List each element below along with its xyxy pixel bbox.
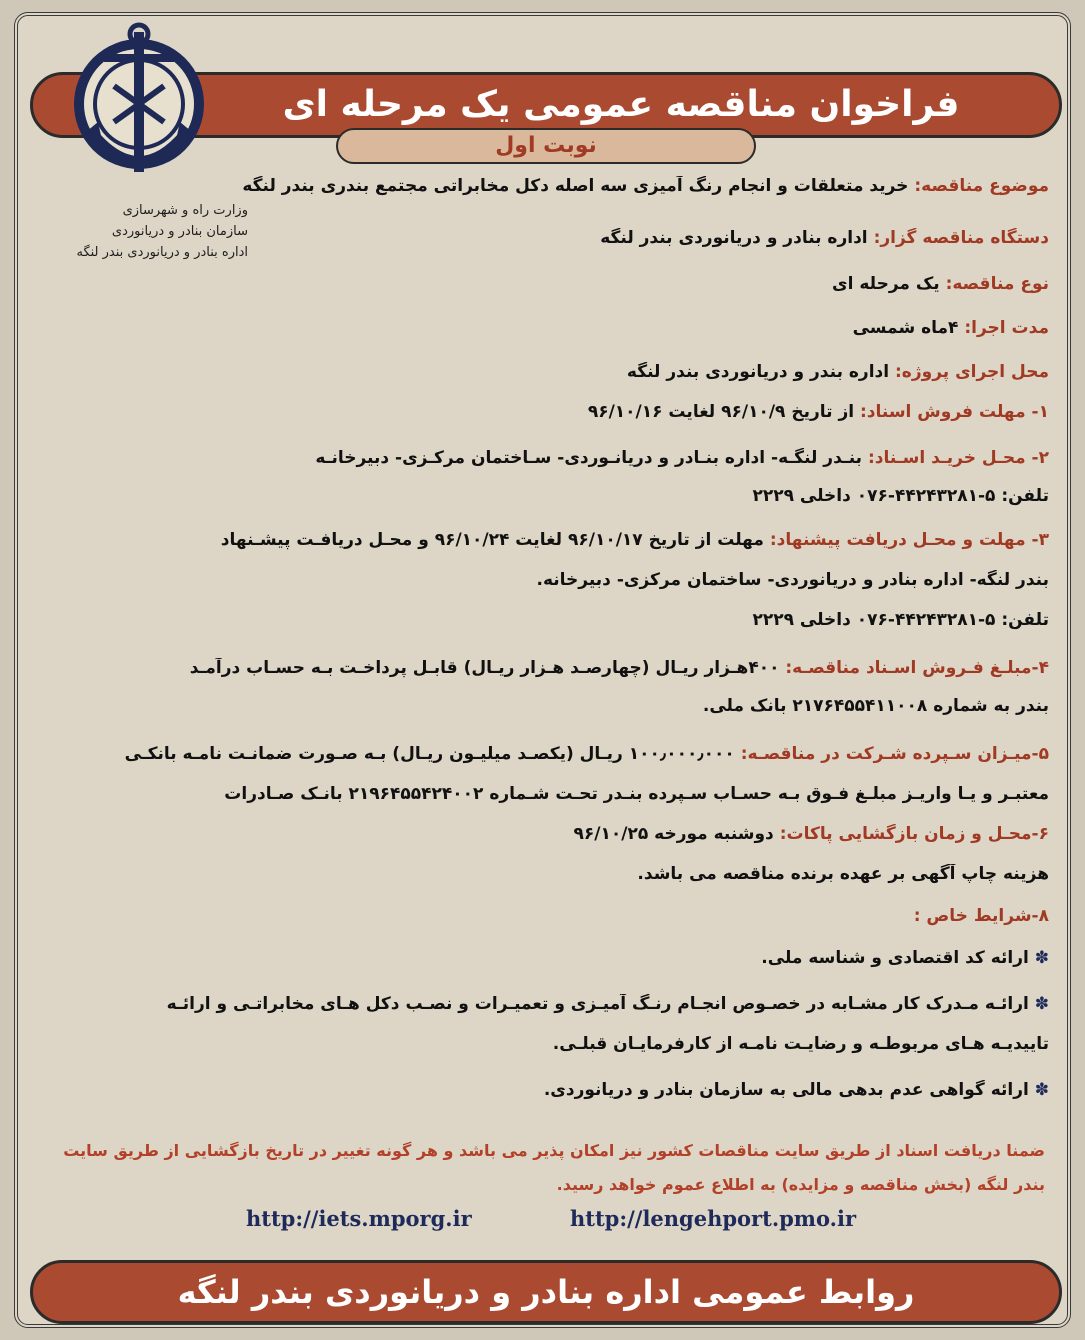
duration-row xyxy=(36,318,1049,338)
item-4-value: ۴۰۰هـزار ریـال (چهارصـد هـزار ریـال) قابـل پرداخـت بـه حسـاب درآمـد xyxy=(189,658,780,678)
item-5-value: ۱۰۰٫۰۰۰٫۰۰۰ ریـال (یکصـد میلیـون ریـال) بـه صـورت ضمانـت نامـه بانکـی xyxy=(124,744,735,764)
location-label: محل اجرای پروژه: xyxy=(895,362,1049,382)
item-3-line2: بندر لنگه- اداره بنادر و دریانوردی- ساختمان مرکزی- دبیرخانه. xyxy=(536,570,1049,590)
bullet-3 xyxy=(36,1080,1049,1100)
subject-row xyxy=(36,176,1049,196)
item-2-value: بنـدر لنگـه- اداره بنـادر و دریانـوردی- سـاختمان مرکـزی- دبیرخانـه xyxy=(315,448,863,468)
subject-label: موضوع مناقصه: xyxy=(914,176,1049,196)
bullet-2-line2: تاییدیـه هـای مربوطـه و رضایـت نامـه از کارفرمایـان قبلـی. xyxy=(552,1034,1049,1054)
duration-label: مدت اجرا: xyxy=(964,318,1049,338)
bullet-icon: ✽ xyxy=(1028,994,1049,1014)
item-8-label xyxy=(36,906,1049,926)
bullet-2-text: ارائـه مـدرک کار مشـابه در خصـوص انجـام رنـگ آمیـزی و تعمیـرات و نصـب دکل هـای مخابراتـی و ارائـه xyxy=(166,994,1029,1014)
issuer-value: اداره بنادر و دریانوردی بندر لنگه xyxy=(600,228,868,248)
type-value: یک مرحله ای xyxy=(832,274,940,294)
link-lengehport[interactable]: http://lengehport.pmo.ir xyxy=(570,1206,857,1231)
item-1-value: از تاریخ ۹۶/۱۰/۹ لغایت ۹۶/۱۰/۱۶ xyxy=(587,402,855,422)
subtitle: نوبت اول xyxy=(495,133,597,158)
item-5-line2: معتبـر و یـا واریـز مبلـغ فـوق بـه حسـاب سـپرده بنـدر تحـت شـماره ۲۱۹۶۴۵۵۴۲۴۰۰۲ بانـک صـادرات xyxy=(224,784,1049,804)
bullet-icon: ✽ xyxy=(1028,948,1049,968)
duration-value: ۴ماه شمسی xyxy=(852,318,959,338)
bullet-3-text: ارائه گواهی عدم بدهی مالی به سازمان بنادر و دریانوردی. xyxy=(543,1080,1029,1100)
page-title: فراخوان مناقصه عمومی یک مرحله ای xyxy=(282,84,960,125)
footer-text: روابط عمومی اداره بنادر و دریانوردی بندر لنگه xyxy=(177,1273,915,1311)
item-4 xyxy=(36,658,1049,678)
item-4-line2: بندر به شماره ۲۱۷۶۴۵۵۴۱۱۰۰۸ بانک ملی. xyxy=(702,696,1049,716)
bullet-1-text: ارائه کد اقتصادی و شناسه ملی. xyxy=(761,948,1029,968)
location-row xyxy=(36,362,1049,382)
notice-footnote xyxy=(48,1134,1045,1202)
anchor-emblem-icon xyxy=(64,22,214,192)
subject-value: خرید متعلقات و انجام رنگ آمیزی سه اصله دکل مخابراتی مجتمع بندری بندر لنگه xyxy=(242,176,909,196)
item-5-label: ۵-میـزان سـپرده شـرکت در مناقصـه: xyxy=(740,744,1049,764)
bullet-icon: ✽ xyxy=(1028,1080,1049,1100)
item-3-value: مهلت از تاریخ ۹۶/۱۰/۱۷ لغایت ۹۶/۱۰/۲۴ و محـل دریافـت پیشـنهاد xyxy=(220,530,764,550)
item-7: هزینه چاپ آگهی بر عهده برنده مناقصه می باشد. xyxy=(637,864,1049,884)
notice-line-1: ضمنا دریافت اسناد از طریق سایت مناقصات کشور نیز امکان پذیر می باشد و هر گونه تغییر در تاریخ بازگشایی از طریق سایت xyxy=(63,1141,1045,1160)
website-links xyxy=(18,1206,1067,1246)
item-6 xyxy=(36,824,1049,844)
org-line: اداره بنادر و دریانوردی بندر لنگه xyxy=(76,245,248,260)
bullet-1 xyxy=(36,948,1049,968)
item-1 xyxy=(36,402,1049,422)
item-3-phone: تلفن: ۵-۴۴۲۴۳۲۸۱-۰۷۶ داخلی ۲۲۲۹ xyxy=(752,610,1049,630)
item-6-label: ۶-محـل و زمان بازگشایی پاکات: xyxy=(779,824,1049,844)
item-3 xyxy=(36,530,1049,550)
org-line: سازمان بنادر و دریانوردی xyxy=(111,224,248,239)
special-conditions-label: ۸-شرایط خاص : xyxy=(913,906,1049,926)
tender-notice xyxy=(14,12,1071,1328)
item-4-label: ۴-مبلـغ فـروش اسـناد مناقصـه: xyxy=(785,658,1049,678)
item-3-label: ۳- مهلت و محـل دریافت پیشنهاد: xyxy=(769,530,1049,550)
type-label: نوع مناقصه: xyxy=(945,274,1049,294)
item-2-phone: تلفن: ۵-۴۴۲۴۳۲۸۱-۰۷۶ داخلی ۲۲۲۹ xyxy=(752,486,1049,506)
notice-line-2: بندر لنگه (بخش مناقصه و مزایده) به اطلاع عموم خواهد رسید. xyxy=(556,1175,1045,1194)
org-line: وزارت راه و شهرسازی xyxy=(122,203,248,218)
bullet-2 xyxy=(36,994,1049,1014)
issuer-label: دستگاه مناقصه گزار: xyxy=(873,228,1049,248)
item-2 xyxy=(36,448,1049,468)
type-row xyxy=(36,274,1049,294)
location-value: اداره بندر و دریانوردی بندر لنگه xyxy=(626,362,890,382)
item-2-label: ۲- محـل خریـد اسـناد: xyxy=(867,448,1049,468)
item-1-label: ۱- مهلت فروش اسناد: xyxy=(859,402,1049,422)
issuer-row xyxy=(36,228,1049,248)
footer-band xyxy=(30,1260,1062,1324)
link-iets[interactable]: http://iets.mporg.ir xyxy=(246,1206,472,1231)
item-5 xyxy=(36,744,1049,764)
item-6-value: دوشنبه مورخه ۹۶/۱۰/۲۵ xyxy=(573,824,774,844)
subtitle-band xyxy=(336,128,756,164)
